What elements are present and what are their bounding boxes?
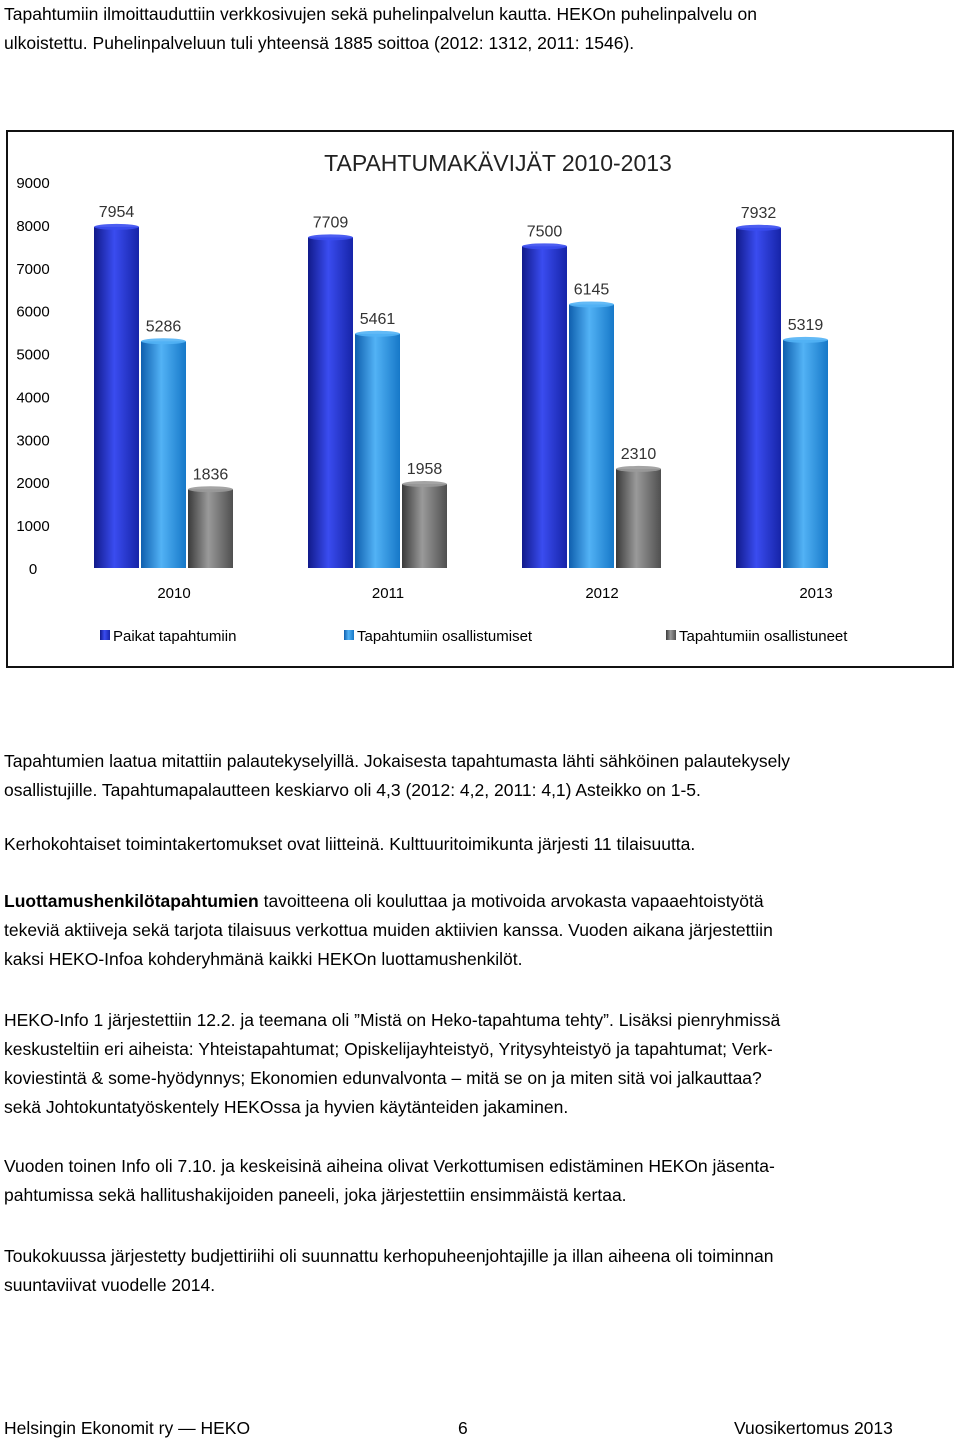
y-tick-label: 6000 — [16, 303, 50, 321]
footer-organization: Helsingin Ekonomit ry — HEKO — [4, 1418, 251, 1438]
y-tick-label: 1000 — [16, 518, 50, 536]
bar — [141, 341, 186, 568]
legend-label: Tapahtumiin osallistumiset — [357, 628, 533, 645]
bar — [736, 228, 781, 568]
paragraph-feedback-line-2: osallistujille. Tapahtumapalautteen keskiarvo oli 4,3 (2012: 4,2, 2011: 4,1) Asteikko on 1-5. — [4, 780, 701, 800]
legend-swatch — [344, 630, 354, 640]
y-tick-label: 4000 — [16, 389, 50, 407]
bar-top — [616, 466, 661, 472]
paragraph-clubs-line-1: Kerhokohtaiset toimintakertomukset ovat liitteinä. Kulttuuritoimikunta järjesti 11 tilaisuutta. — [4, 834, 696, 854]
data-label: 1836 — [192, 466, 229, 484]
paragraph-info1-line-1: HEKO-Info 1 järjestettiin 12.2. ja teemana oli ”Mistä on Heko-tapahtuma tehty”. Lisäksi pienryhmissä — [4, 1010, 781, 1030]
paragraph-trust-line-1-text: tavoitteena oli kouluttaa ja motivoida arvokasta vapaaehtoistyötä — [258, 891, 764, 911]
bar — [783, 340, 828, 568]
paragraph-info2-line-2: pahtumissa sekä hallitushakijoiden paneeli, joka järjestettiin ensimmäistä kertaa. — [4, 1185, 627, 1205]
bar-top — [188, 486, 233, 492]
paragraph-trust-line-2: tekeviä aktiiveja sekä tarjota tilaisuus verkottua muiden aktiivien kanssa. Vuoden aikana järjestettiin — [4, 920, 773, 940]
bar-top — [402, 481, 447, 487]
y-tick-label: 5000 — [16, 346, 50, 364]
paragraph-info1-line-3: koviestintä & some-hyödynnys; Ekonomien edunvalvonta – mitä se on ja miten sitä voi jalkauttaa? — [4, 1068, 762, 1088]
bar-top — [569, 301, 614, 307]
bar — [402, 484, 447, 568]
paragraph-trust-line-1 — [4, 887, 952, 915]
bar — [308, 237, 353, 568]
bar — [569, 304, 614, 568]
y-tick-label: 7000 — [16, 260, 50, 278]
y-tick-label: 8000 — [16, 217, 50, 235]
intro-line-2: ulkoistettu. Puhelinpalveluun tuli yhteensä 1885 soittoa (2012: 1312, 2011: 1546). — [4, 33, 635, 53]
y-tick-label: 3000 — [16, 432, 50, 450]
y-tick-label: 0 — [28, 561, 38, 578]
legend-swatch — [666, 630, 676, 640]
bar-top — [783, 337, 828, 343]
bar — [522, 246, 567, 568]
x-tick-label: 2013 — [799, 585, 833, 602]
data-label: 1958 — [406, 461, 443, 479]
x-tick-label: 2011 — [371, 585, 405, 602]
paragraph-info1-line-4: sekä Johtokuntatyöskentely HEKOssa ja hyvien käytänteiden jakaminen. — [4, 1097, 569, 1117]
paragraph-info1-line-2: keskusteltiin eri aiheista: Yhteistapahtumat; Opiskelijayhteistyö, Yritysyhteistyö ja tapahtumat; Verk- — [4, 1039, 773, 1059]
chart-frame — [6, 130, 954, 668]
paragraph-trust-lead: Luottamushenkilötapahtumien — [4, 891, 259, 911]
bar — [94, 227, 139, 568]
bar-top — [94, 224, 139, 230]
data-label: 7500 — [526, 223, 563, 241]
footer-document-title: Vuosikertomus 2013 — [734, 1418, 893, 1438]
x-tick-label: 2010 — [157, 585, 191, 602]
bar — [355, 334, 400, 568]
paragraph-feedback-line-1: Tapahtumien laatua mitattiin palautekyselyillä. Jokaisesta tapahtumasta lähti sähköinen palautekysely — [4, 751, 791, 771]
data-label: 7709 — [312, 214, 349, 232]
y-tick-label: 2000 — [16, 475, 50, 493]
paragraph-budget-line-2: suuntaviivat vuodelle 2014. — [4, 1275, 216, 1295]
paragraph-budget-line-1: Toukokuussa järjestetty budjettiriihi oli suunnattu kerhopuheenjohtajille ja illan aiheena oli toiminnan — [4, 1246, 774, 1266]
bar-top — [308, 234, 353, 240]
data-label: 6145 — [573, 281, 610, 299]
paragraph-info2-line-1: Vuoden toinen Info oli 7.10. ja keskeisinä aiheina olivat Verkottumisen edistäminen HEKOn jäsenta- — [4, 1156, 775, 1176]
data-label: 5286 — [145, 318, 182, 336]
bar-top — [522, 243, 567, 249]
chart-title: TAPAHTUMAKÄVIJÄT 2010-2013 — [324, 150, 672, 176]
bar-top — [141, 338, 186, 344]
bar — [188, 489, 233, 568]
x-tick-label: 2012 — [585, 585, 619, 602]
bar-top — [355, 331, 400, 337]
y-tick-label: 9000 — [16, 175, 50, 192]
legend-swatch — [100, 630, 110, 640]
legend-label: Tapahtumiin osallistuneet — [679, 628, 848, 645]
legend-label: Paikat tapahtumiin — [113, 628, 237, 645]
footer-page-number: 6 — [458, 1418, 468, 1438]
data-label: 7954 — [98, 203, 135, 221]
data-label: 5461 — [359, 310, 396, 328]
intro-line-1: Tapahtumiin ilmoittauduttiin verkkosivujen sekä puhelinpalvelun kautta. HEKOn puhelinpalvelu on — [4, 4, 757, 24]
data-label: 7932 — [740, 204, 777, 222]
bar-top — [736, 225, 781, 231]
data-label: 2310 — [620, 445, 657, 463]
paragraph-trust-line-3: kaksi HEKO-Infoa kohderyhmänä kaikki HEKOn luottamushenkilöt. — [4, 949, 523, 969]
data-label: 5319 — [787, 316, 824, 334]
page-footer — [4, 1414, 952, 1442]
bar-chart — [8, 132, 952, 666]
bar — [616, 469, 661, 568]
